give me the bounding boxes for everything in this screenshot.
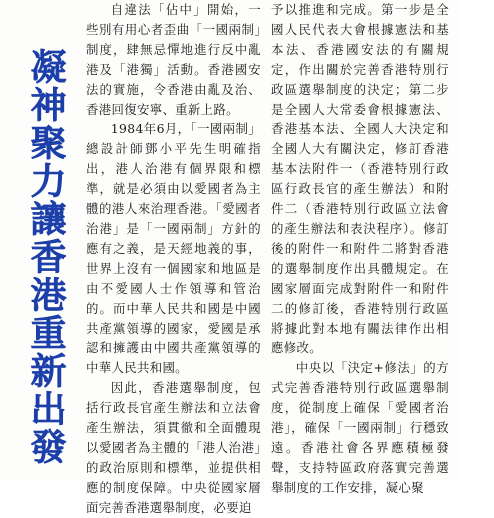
page-margin [458,0,494,480]
headline-column [8,48,82,468]
headline: 凝神聚力讓香港重新出發 [25,48,66,466]
paragraph: 中央以「決定+修法」的方式完善香港特別行政區選舉制度，從制度上確保「愛國者治港」，確保「一國兩制」行穩致遠。香港社會各界應積極發聲，支持特區政府落實完善選舉制度的工作安排，凝心聚 [271,360,449,495]
article-column-left [86,0,261,515]
paragraph: 1984年6月，「一國兩制」總設計師鄧小平先生明確指出，港人治港有個界限和標準，就是必須由以愛國者為主體的港人來治理香港。「愛國者治港」是「一國兩制」方針的應有之義，是天經地義的事，世界上沒有一個國家和地區是由不愛國人士作領導和管治的。而中華人民共和國是中國共產黨領導的國家，愛國是承認和擁護由中國共產黨領導的中華人民共和國。 [86,121,261,376]
article-column-right [271,0,449,495]
paragraph: 予以推進和完成。第一步是全國人民代表大會根據憲法和基本法、香港國安法的有關規定，作出關於完善香港特別行政區選舉制度的決定；第二步是全國人大常委會根據憲法、香港基本法、全國人大決定和全國人大有關決定，修訂香港基本法附件一（香港特別行政區行政長官的產生辦法）和附件二（香港特別行政區立法會的產生辦法和表決程序）。修訂後的附件一和附件二將對香港的選舉制度作出具體規定。在國家層面完成對附件一和附件二的修訂後，香港特別行政區將據此對本地有關法律作出相應修改。 [271,2,449,356]
paragraph: 自違法「佔中」開始，一些別有用心者歪曲「一國兩制」制度，肆無忌憚地進行反中亂港及「港獨」活動。香港國安法的實施，令香港由亂及治、香港回復安寧、重新上路。 [86,2,261,117]
paragraph: 因此，香港選舉制度，包括行政長官產生辦法和立法會產生辦法，須貫徹和全面體現以愛國者為主體的「港人治港」的政治原則和標準，並提供相應的制度保障。中央從國家層面完善香港選舉制度，必要迫 [86,380,261,515]
